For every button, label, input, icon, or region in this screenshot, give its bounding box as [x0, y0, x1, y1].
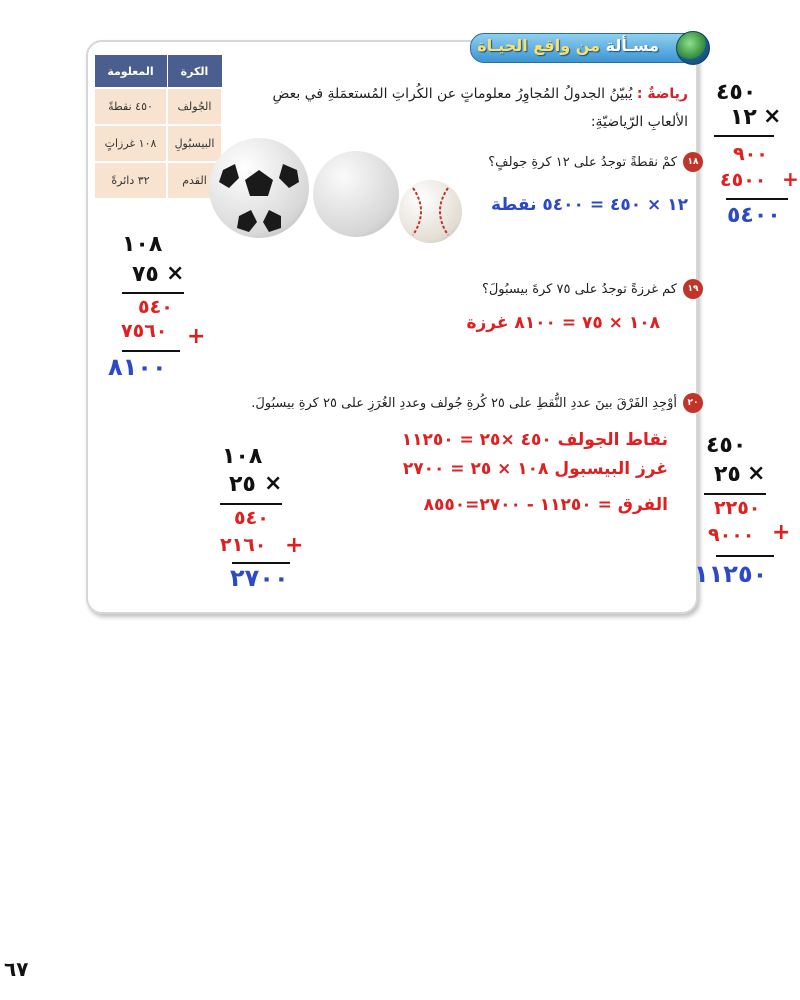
q20-baseball-line [403, 459, 668, 479]
question-18-answer: ١٢ × ٤٥٠ = ٥٤٠٠ نقطة [490, 195, 688, 215]
question-19-text: كم غرزةً توجدُ على ٧٥ كرةَ بيسبُولَ؟ [481, 282, 677, 297]
banner-prefix: مسـألة [605, 36, 659, 55]
calc-golf25-result: ١١٢٥٠ [694, 560, 768, 588]
calc-baseball75-plus: + [187, 324, 206, 349]
calc-baseball25-result: ٢٧٠٠ [230, 564, 289, 592]
calc-baseball75-rule1 [122, 292, 184, 294]
table-cell: البيسبُولِ [167, 125, 222, 162]
intro-line1 [272, 86, 688, 102]
baseball-stitch-icon [399, 180, 462, 243]
calc-golf25-rule1 [704, 493, 766, 495]
calc-golf12-times: × [763, 104, 782, 129]
calc-baseball75-times: × [166, 261, 185, 286]
table-cell: ٤٥٠ نقطةً [94, 88, 167, 125]
table-row [94, 88, 222, 125]
table-header-row [94, 55, 222, 89]
calc-golf12-partial1: ٩٠٠ [733, 143, 768, 165]
calc-golf12-rule2 [726, 198, 788, 200]
globe-icon [676, 31, 710, 65]
table-cell: الجُولف [167, 88, 222, 125]
q20-golf-expr: ٤٥٠ ×٢٥ = ١١٢٥٠ [401, 430, 552, 450]
table-row [94, 162, 222, 199]
question-19-number: ١٩ [683, 279, 703, 299]
calc-golf12-mult: ١٢ [730, 105, 757, 130]
table-header: الكرة [167, 55, 222, 89]
calc-golf12-top: ٤٥٠ [716, 80, 757, 105]
baseball-image [399, 180, 462, 243]
q20-difference-expr: ١١٢٥٠ - ٢٧٠٠=٨٥٥٠ [423, 495, 592, 515]
question-20-text: أوْجِدِ الفَرْقَ بينَ عددِ النُّقطِ على ٢٥ كُرةِ جُولف وعددِ الغُرَزِ على ٢٥ كرةِ بيسبُولَ. [251, 396, 677, 411]
intro-line2: الألعابِ الرّياضيّةِ: [590, 114, 688, 130]
calc-baseball75-partial1: ٥٤٠ [138, 296, 173, 318]
banner-highlight: من واقع الحيـاة [477, 36, 601, 55]
calc-golf12-rule1 [714, 135, 774, 137]
calc-baseball75-rule2 [122, 350, 180, 352]
q20-golf-label: نقاط الجولف [557, 430, 668, 450]
q20-baseball-expr: ١٠٨ × ٢٥ = ٢٧٠٠ [402, 459, 549, 479]
calc-baseball25-times: × [264, 471, 283, 496]
table-row [94, 125, 222, 162]
calc-golf25-plus: + [772, 520, 791, 545]
calc-baseball25-rule1 [220, 503, 282, 505]
calc-golf25-rule2 [716, 555, 774, 557]
baseball-gray-image [313, 151, 399, 237]
calc-baseball25-partial1: ٥٤٠ [234, 507, 269, 529]
q20-difference-label: الفرق = [597, 495, 668, 515]
calc-golf25-partial2: ٩٠٠٠ [708, 524, 755, 546]
calc-baseball75-result: ٨١٠٠ [108, 353, 167, 381]
soccer-ball-image [209, 138, 309, 238]
calc-baseball75-top: ١٠٨ [122, 232, 163, 257]
calc-golf25-top: ٤٥٠ [706, 433, 747, 458]
calc-baseball25-top: ١٠٨ [222, 444, 263, 469]
calc-golf25-mult: ٢٥ [714, 462, 741, 487]
page-number: ٦٧ [4, 957, 29, 981]
calc-golf25-times: × [747, 461, 766, 486]
question-19-answer: ١٠٨ × ٧٥ = ٨١٠٠ غرزة [466, 313, 660, 333]
table-cell: ٣٢ دائرةً [94, 162, 167, 199]
intro-label: رياضةٌ : [636, 86, 688, 102]
calc-golf12-result: ٥٤٠٠ [727, 203, 781, 228]
calc-baseball75-mult: ٧٥ [132, 262, 159, 287]
question-18-text: كمْ نقطةً توجدُ على ١٢ كرةِ جولفٍ؟ [488, 155, 677, 170]
table-header: المعلومة [94, 55, 167, 89]
soccer-pattern-icon [209, 138, 309, 238]
calc-baseball75-partial2: ٧٥٦٠ [121, 320, 168, 342]
calc-baseball25-mult: ٢٥ [229, 472, 256, 497]
question-20-number: ٢٠ [683, 393, 703, 413]
calc-baseball25-partial2: ٢١٦٠ [220, 534, 267, 556]
ball-info-table [93, 54, 223, 200]
calc-golf25-partial1: ٢٢٥٠ [714, 497, 761, 519]
table-cell: القدم [167, 162, 222, 199]
q20-difference-line [424, 495, 668, 515]
banner-title [477, 36, 659, 55]
table-cell: ١٠٨ غرزاتٍ [94, 125, 167, 162]
calc-baseball25-plus: + [285, 533, 304, 558]
section-banner [470, 33, 700, 63]
q20-baseball-label: غرز البيسبول [554, 459, 668, 479]
intro-text: يُبيّنُ الجدولُ المُجاوِرُ معلوماتٍ عن الكُراتِ المُستعمَلةِ في بعضِ [272, 86, 633, 102]
question-18-number: ١٨ [683, 152, 703, 172]
calc-golf12-partial2: ٤٥٠٠ [720, 169, 767, 191]
calc-golf12-plus: + [782, 167, 799, 191]
q20-golf-line [402, 430, 668, 450]
